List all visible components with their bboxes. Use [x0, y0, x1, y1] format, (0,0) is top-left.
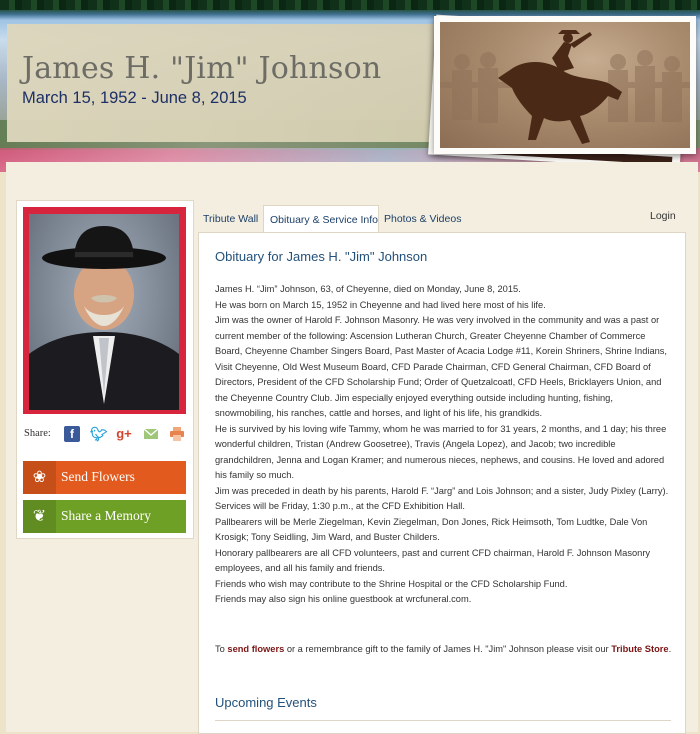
email-icon[interactable] [143, 426, 159, 442]
obituary-paragraph: Jim was the owner of Harold F. Johnson Masonry. He was very involved in the community and was a past or current member of the following: Ascension Lutheran Church, Greater Cheyenne Chamber of Commerce Board, Cheyenne Chamber Singers Board, Past Master of Acacia Lodge #11, Korein Shriners, Shrine Indians, Visit Cheyenne, Old West Museum Board, CFD Parade Chairman, CFD General Chairman, CFD Board of Directors, President of the CFD Scholarship Fund; Order of Quetzalcoatl, CFD Heels, Bricklayers Union, and the Cheyenne Country Club. Jim especially enjoyed everything outside including hunting, fishing, snowmobiling, his ranches, cattle and horses, and light of his life, his grandkids. [215, 315, 668, 418]
feather-icon: ❦ [23, 500, 56, 533]
title-panel [7, 24, 437, 142]
tribute-store-link[interactable]: Tribute Store [611, 644, 669, 654]
share-memory-label: Share a Memory [61, 508, 151, 523]
send-suffix-text: . [668, 644, 672, 654]
divider [215, 720, 671, 721]
portrait-frame [23, 207, 186, 414]
obituary-title: Obituary for James H. "Jim" Johnson [215, 249, 428, 264]
portrait-photo [29, 214, 179, 410]
obituary-paragraph: Honorary pallbearers are all CFD volunteers, past and current CFD chairman, Harold F. Johnson Masonry employees, and all his family and friends. [215, 547, 651, 573]
share-label: Share: [24, 428, 51, 439]
obituary-body [215, 282, 673, 608]
upcoming-events-heading: Upcoming Events [215, 695, 317, 710]
obituary-paragraph: Friends may also sign his online guestbook at wrcfuneral.com. [215, 594, 472, 604]
sidebar-card [16, 200, 194, 539]
obituary-paragraph: James H. “Jim” Johnson, 63, of Cheyenne, died on Monday, June 8, 2015. [215, 284, 521, 294]
obituary-paragraph: Services will be Friday, 1:30 p.m., at the CFD Exhibition Hall. [215, 501, 465, 511]
rodeo-photo-card [434, 16, 696, 154]
obituary-paragraph: He was born on March 15, 1952 in Cheyenne and had lived here most of his life. [215, 299, 546, 310]
flower-icon: ❀ [23, 461, 56, 494]
facebook-icon[interactable]: f [64, 426, 80, 442]
share-memory-button[interactable] [23, 500, 186, 533]
deceased-name: James H. "Jim" Johnson [22, 51, 382, 86]
send-prefix-text: To [215, 644, 228, 654]
life-dates: March 15, 1952 - June 8, 2015 [22, 89, 247, 107]
send-middle-text: or a remembrance gift to the family of James H. "Jim" Johnson please visit our [284, 644, 612, 654]
obituary-paragraph: Jim was preceded in death by his parents, Harold F. “Jarg” and Lois Johnson; and a sister, Judy Pixley (Larry). [215, 485, 669, 496]
treeline-decoration [0, 0, 700, 10]
tab-obituary-label: Obituary & Service Info [270, 214, 378, 226]
twitter-icon[interactable]: 🐦︎ [90, 426, 108, 442]
send-flowers-label: Send Flowers [61, 469, 135, 484]
rodeo-bronc-image [440, 22, 690, 148]
login-link[interactable]: Login [650, 210, 676, 222]
obituary-panel [198, 232, 686, 734]
tab-obituary-service-info[interactable] [263, 205, 379, 234]
google-plus-icon[interactable]: g+ [116, 426, 132, 441]
send-flowers-link[interactable]: send flowers [227, 644, 285, 654]
tab-photos-videos[interactable]: Photos & Videos [384, 213, 462, 225]
tab-tribute-wall[interactable]: Tribute Wall [203, 213, 259, 225]
obituary-paragraph: Friends who wish may contribute to the Shrine Hospital or the CFD Scholarship Fund. [215, 578, 568, 589]
send-flowers-sentence [215, 642, 673, 658]
send-flowers-button[interactable] [23, 461, 186, 494]
obituary-paragraph: Pallbearers will be Merle Ziegelman, Kevin Ziegelman, Don Jones, Rick Heimsoth, Tom Ludtke, Dale Von Krosigk; Tony Seidling, Jim Ward, and Buster Childers. [215, 516, 648, 542]
obituary-paragraph: He is survived by his loving wife Tammy, whom he was married to for 31 years, 2 months, and 1 day; his three wonderful children, Tristan (Andrew Goosetree), Travis (Angela Lopez), and Jacob; two incredible grandchildren, Jenna and Logan Kramer; and numerous nieces, nephews, and cousins. He loved and adored his family so much. [215, 423, 667, 480]
print-icon[interactable] [169, 426, 185, 442]
